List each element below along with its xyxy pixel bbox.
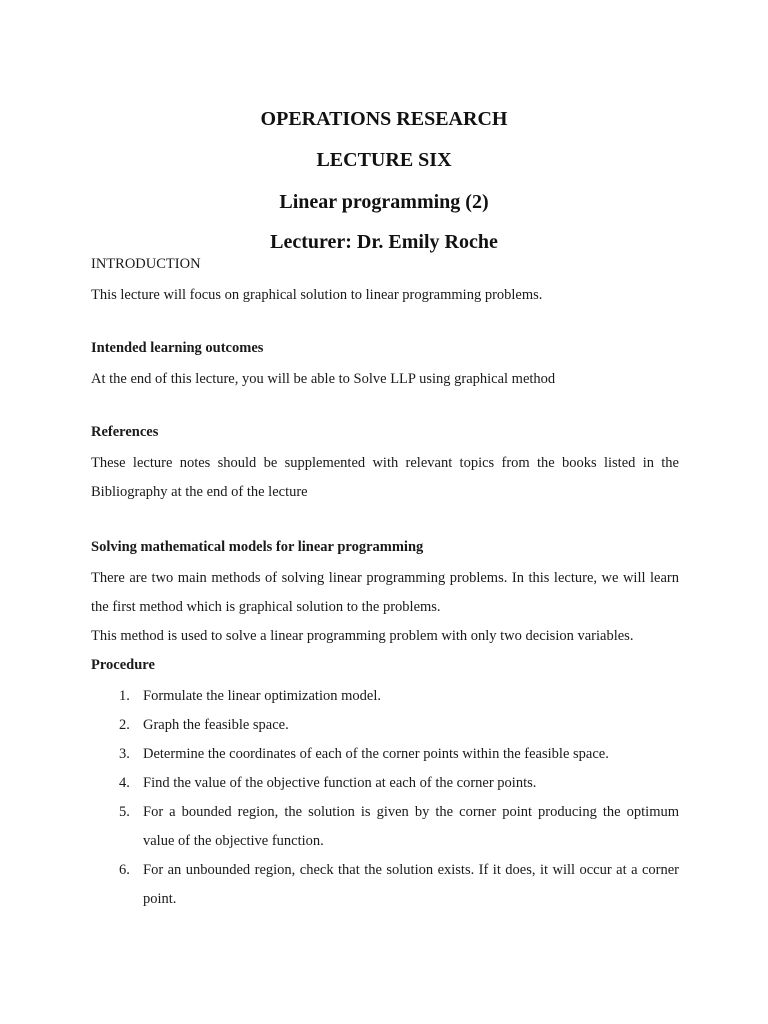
list-item xyxy=(91,856,679,914)
step-text: Graph the feasible space. xyxy=(143,717,289,733)
list-item xyxy=(91,682,679,711)
references-text: These lecture notes should be supplemented with relevant topics from the books listed in the Bibliography at the end of the lecture xyxy=(91,455,679,500)
references-heading: References xyxy=(91,424,159,440)
step-text: For a bounded region, the solution is given by the corner point producing the optimum value of the objective function. xyxy=(143,804,679,849)
solving-para-2: This method is used to solve a linear programming problem with only two decision variables. xyxy=(91,628,634,644)
introduction-heading: INTRODUCTION xyxy=(91,256,201,272)
step-text: Determine the coordinates of each of the corner points within the feasible space. xyxy=(143,746,609,762)
course-title: OPERATIONS RESEARCH xyxy=(260,108,508,130)
step-number: 1. xyxy=(119,688,130,704)
lecture-topic: Linear programming (2) xyxy=(279,191,489,213)
step-text: Find the value of the objective function at each of the corner points. xyxy=(143,775,537,791)
introduction-text: This lecture will focus on graphical solution to linear programming problems. xyxy=(91,287,543,303)
step-number: 4. xyxy=(119,775,130,791)
solving-heading: Solving mathematical models for linear programming xyxy=(91,539,424,555)
list-item xyxy=(91,798,679,856)
list-item xyxy=(91,711,679,740)
step-text: For an unbounded region, check that the solution exists. If it does, it will occur at a corner point. xyxy=(143,862,679,907)
step-number: 2. xyxy=(119,717,130,733)
step-number: 6. xyxy=(119,862,130,878)
procedure-list xyxy=(91,682,679,914)
outcomes-text: At the end of this lecture, you will be able to Solve LLP using graphical method xyxy=(91,371,556,387)
procedure-heading: Procedure xyxy=(91,657,155,673)
document-body xyxy=(91,252,679,914)
step-number: 5. xyxy=(119,804,130,820)
lecturer-name: Lecturer: Dr. Emily Roche xyxy=(270,231,498,253)
list-item xyxy=(91,740,679,769)
outcomes-heading: Intended learning outcomes xyxy=(91,340,264,356)
solving-para-1: There are two main methods of solving linear programming problems. In this lecture, we will learn the first method which is graphical solution to the problems. xyxy=(91,570,679,615)
step-number: 3. xyxy=(119,746,130,762)
step-text: Formulate the linear optimization model. xyxy=(143,688,381,704)
lecture-number: LECTURE SIX xyxy=(316,149,452,171)
list-item xyxy=(91,769,679,798)
